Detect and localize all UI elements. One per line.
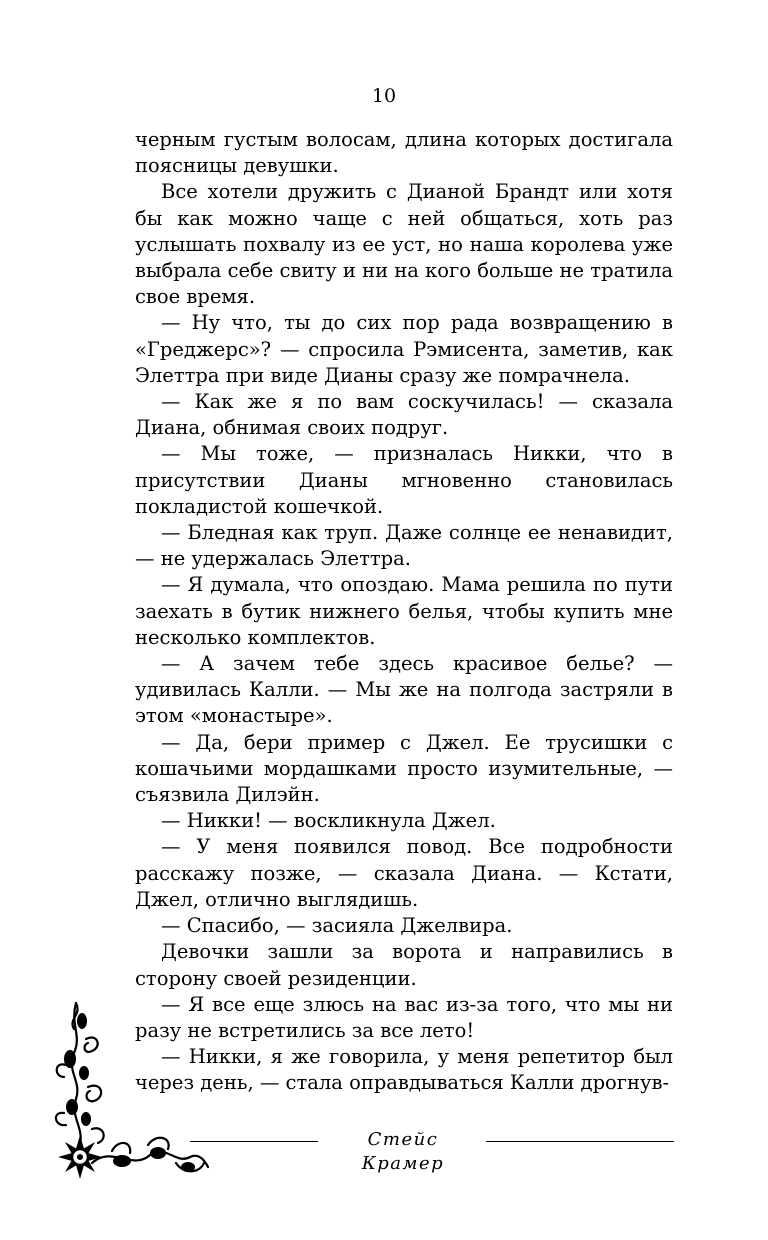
corner-ornament-icon <box>52 995 212 1185</box>
paragraph: — Бледная как труп. Даже солнце ее ненавидит, — не удержалась Элеттра. <box>135 521 673 571</box>
paragraph: — Никки! — воскликнула Джел. <box>161 809 496 833</box>
footer-rule-left <box>190 1141 318 1142</box>
body-text <box>135 127 673 1097</box>
paragraph: — А зачем тебе здесь красивое белье? — удивилась Калли. — Мы же на полгода застряли в этом «монастыре». <box>135 652 673 728</box>
paragraph: Девочки зашли за ворота и направились в сторону своей резиденции. <box>135 940 673 990</box>
footer-author: Стейс Крамер <box>361 1129 445 1174</box>
paragraph: — Никки, я же говорила, у меня репетитор был через день, — стала оправдываться Калли дрогнув- <box>135 1045 673 1095</box>
page-number: 10 <box>371 85 397 107</box>
paragraph: Все хотели дружить с Дианой Брандт или хотя бы как можно чаще с ней общаться, хоть раз услышать похвалу из ее уст, но наша королева уже выбрала себе свиту и ни на кого больше не тратила свое время. <box>135 180 673 309</box>
paragraph: — Спасибо, — засияла Джелвира. <box>161 914 513 938</box>
paragraph: — Как же я по вам соскучилась! — сказала Диана, обнимая своих подруг. <box>135 390 673 440</box>
paragraph: — Да, бери пример с Джел. Ее трусишки с кошачьими мордашками просто изумительные, — съязвила Дилэйн. <box>135 730 673 807</box>
paragraph: — У меня появился повод. Все подробности расскажу позже, — сказала Диана. — Кстати, Джел, отлично выглядишь. <box>135 835 673 911</box>
paragraph: — Я все еще злюсь на вас из-за того, что мы ни разу не встретились за все лето! <box>135 992 673 1042</box>
paragraph: — Ну что, ты до сих пор рада возвращению в «Греджерс»? — спросила Рэмисента, заметив, как Элеттра при виде Дианы сразу же помрачнела. <box>135 311 673 387</box>
page-footer <box>190 1126 674 1174</box>
footer-rule-right <box>486 1141 674 1142</box>
paragraph: черным густым волосам, длина которых достигала поясницы девушки. <box>135 128 673 178</box>
paragraph: — Я думала, что опоздаю. Мама решила по пути заехать в бутик нижнего белья, чтобы купить мне несколько комплектов. <box>135 573 673 649</box>
paragraph: — Мы тоже, — призналась Никки, что в присутствии Дианы мгновенно становилась покладистой кошечкой. <box>135 442 673 518</box>
